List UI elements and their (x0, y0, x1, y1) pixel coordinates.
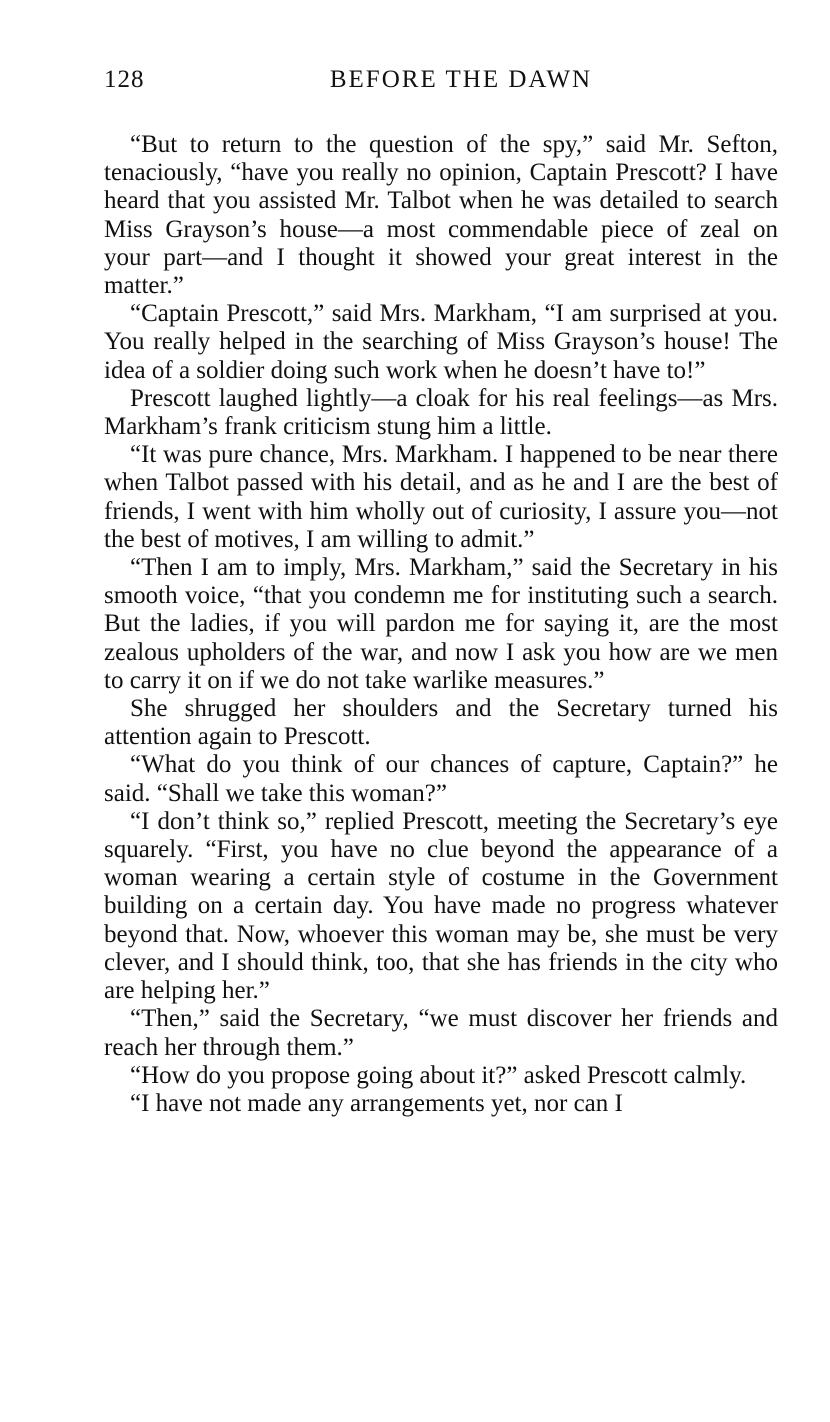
body-text (104, 131, 778, 1118)
paragraph: She shrugged her shoulders and the Secretary turned his attention again to Prescott. (104, 695, 778, 751)
paragraph: “But to return to the question of the spy,” said Mr. Sefton, tenaciously, “have you really no opinion, Captain Prescott? I have heard that you assisted Mr. Talbot when he was detailed to search Miss Grayson’s house—a most commendable piece of zeal on your part—and I thought it showed your great interest in the matter.” (104, 131, 778, 300)
paragraph: “I don’t think so,” replied Prescott, meeting the Secretary’s eye squarely. “First, you have no clue beyond the appearance of a woman wearing a certain style of costume in the Government building on a certain day. You have made no progress whatever beyond that. Now, whoever this woman may be, she must be very clever, and I should think, too, that she has friends in the city who are helping her.” (104, 807, 778, 1005)
running-title: BEFORE THE DAWN (329, 66, 593, 93)
paragraph: Prescott laughed lightly—a cloak for his real feelings—as Mrs. Markham’s frank criticism stung him a little. (104, 384, 778, 441)
paragraph: “It was pure chance, Mrs. Markham. I happened to be near there when Talbot passed with his detail, and as he and I are the best of friends, I went with him wholly out of curiosity, I assure you—not the best of motives, I am willing to admit.” (104, 441, 778, 553)
paragraph: “How do you propose going about it?” asked Prescott calmly. (130, 1061, 747, 1089)
paragraph: “Captain Prescott,” said Mrs. Markham, “I am surprised at you. You really helped in the searching of Miss Grayson’s house! The idea of a soldier doing such work when he doesn’t have to!” (104, 300, 778, 384)
paragraph: “Then,” said the Secretary, “we must discover her friends and reach her through them.” (104, 1005, 778, 1061)
paragraph: “Then I am to imply, Mrs. Markham,” said the Secretary in his smooth voice, “that you condemn me for instituting such a search. But the ladies, if you will pardon me for saying it, are the most zealous upholders of the war, and now I ask you how are we men to carry it on if we do not take warlike measures.” (104, 554, 778, 694)
paragraph: “What do you think of our chances of capture, Captain?” he said. “Shall we take this woman?” (104, 751, 778, 807)
paragraph: “I have not made any arrangements yet, nor can I (130, 1089, 623, 1117)
page-header (104, 66, 778, 106)
page-number: 128 (104, 66, 145, 93)
